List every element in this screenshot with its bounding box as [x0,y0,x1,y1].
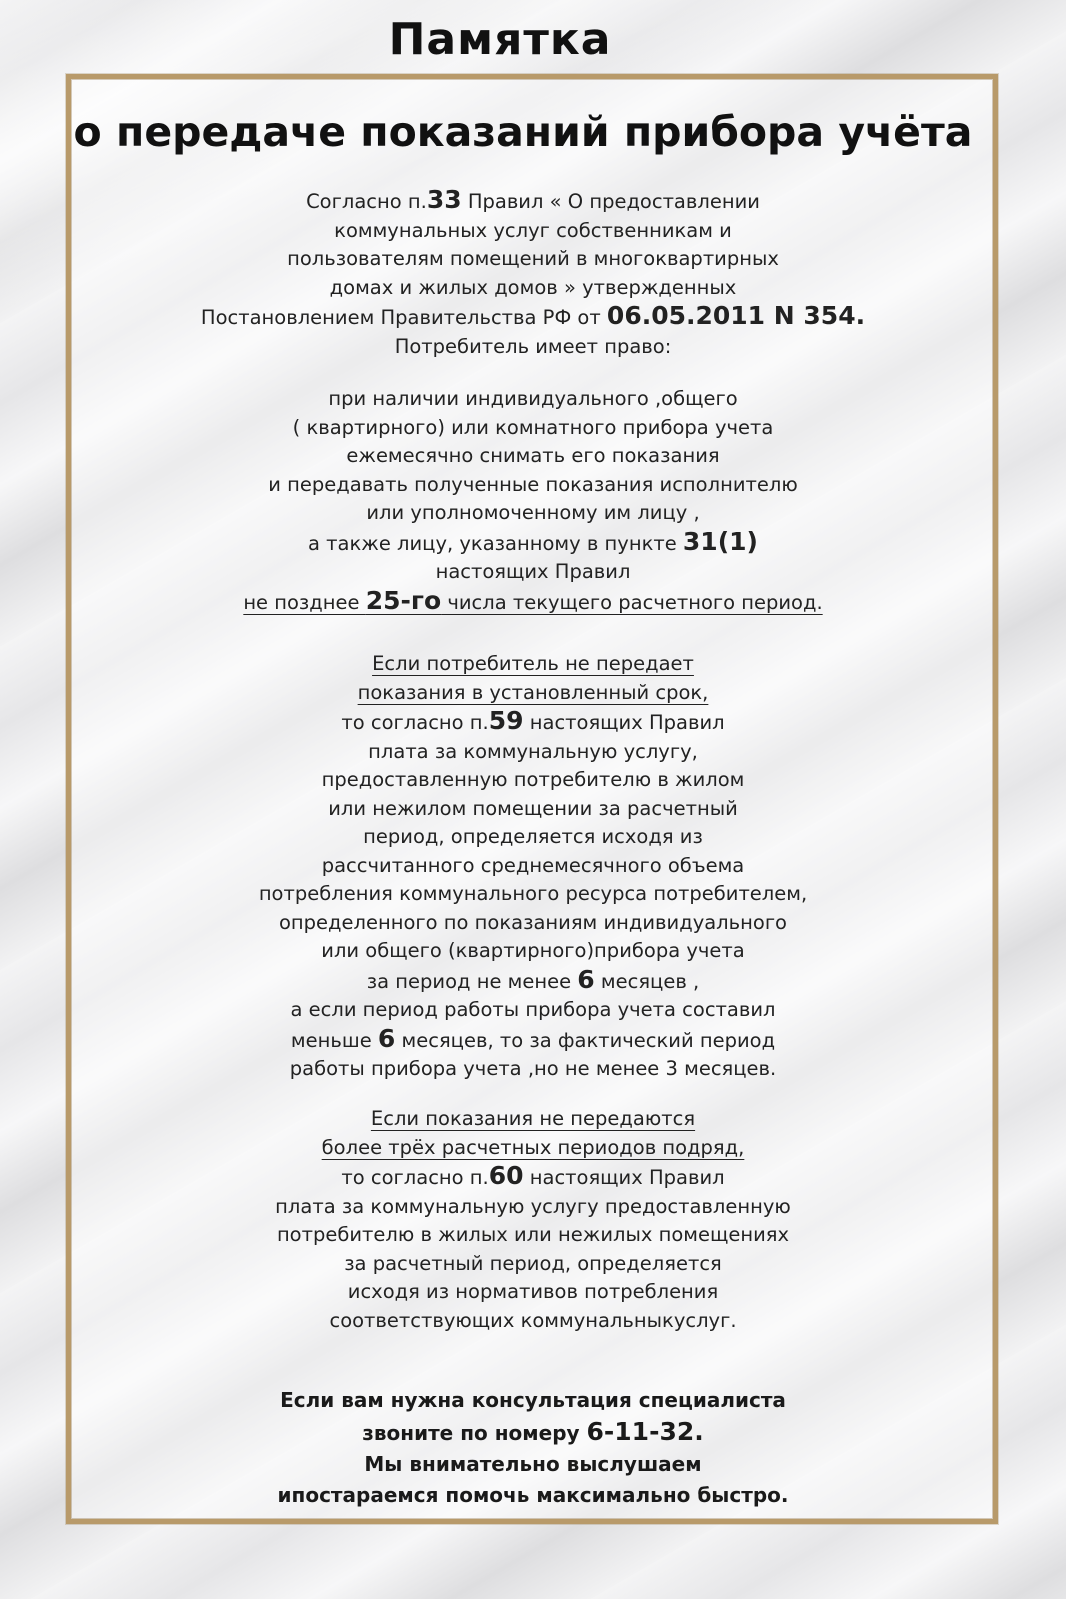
section-59-line: предоставленную потребителю в жилом [321,768,745,791]
section-59-line: то согласно п.59 настоящих Правил [341,706,725,735]
section-59-paragraph [110,650,956,1084]
section-59-heading-line: Если потребитель не передает [372,652,694,675]
section-60-heading-line: Если показания не передаются [370,1107,696,1130]
intro-line: Постановлением Правительства РФ от 06.05.2011 N 354. [200,301,866,330]
contact-line: Мы внимательно выслушаем [364,1452,702,1476]
section-60-line: плата за коммунальную услугу предоставленную [275,1194,791,1218]
section-59-line: или общего (квартирного)прибора учета [321,939,745,962]
rights-deadline-line: не позднее 25-го числа текущего расчетного период. [243,585,823,615]
section-60-line: то согласно п.60 настоящих Правил [341,1161,725,1190]
section-60-line: за расчетный период, определяется [344,1251,722,1275]
rights-paragraph [110,385,956,617]
intro-line: Согласно п.33 Правил « О предоставлении [306,185,760,214]
section-59-line: или нежилом помещении за расчетный [328,796,738,820]
intro-paragraph [110,186,956,361]
section-59-heading-line: показания в установленный срок, [357,680,709,704]
contact-line: Если вам нужна консультация специалиста [280,1388,786,1412]
rights-line: ежемесячно снимать его показания [346,444,720,467]
section-59-line: рассчитанного среднемесячного объема [321,853,745,877]
rights-line: а также лицу, указанному в пункте 31(1) [308,526,758,556]
section-59-line: плата за коммунальную услугу, [368,739,698,763]
section-59-line: а если период работы прибора учета составил [290,998,776,1021]
intro-line: Потребитель имеет право: [394,334,672,358]
section-59-line: меньше 6 месяцев, то за фактический период [290,1023,776,1053]
contact-paragraph [110,1385,956,1511]
intro-line: пользователям помещений в многоквартирных [287,247,779,270]
section-60-line: потребителю в жилых или нежилых помещениях [276,1223,790,1246]
section-60-line: исходя из нормативов потребления [347,1280,719,1303]
contact-line: ипостараемся помочь максимально быстро. [277,1483,789,1507]
section-59-line: период, определяется исходя из [363,825,703,848]
page-title: Памятка [388,14,612,65]
intro-line: коммунальных услуг собственникам и [334,218,732,242]
rights-line: настоящих Правил [435,560,631,583]
section-60-paragraph [110,1105,956,1335]
section-59-line: потребления коммунального ресурса потребителем, [258,882,808,905]
section-59-line: за период не менее 6 месяцев , [366,964,700,994]
section-60-line: соответствующих коммунальныкуслуг. [329,1308,737,1332]
phone-number: 6-11-32. [586,1417,704,1446]
section-59-line: работы прибора учета ,но не менее 3 месяцев. [289,1057,777,1080]
rights-line: и передавать полученные показания исполнителю [268,472,798,496]
rights-line: ( квартирного) или комнатного прибора учета [292,415,774,439]
intro-line: домах и жилых домов » утвержденных [329,275,737,299]
rights-line: при наличии индивидуального ,общего [328,387,738,410]
section-60-heading-line: более трёх расчетных периодов подряд, [321,1135,745,1159]
rights-line: или уполномоченному им лицу , [366,501,700,524]
section-59-line: определенного по показаниям индивидуального [279,910,787,934]
page-subtitle: о передаче показаний прибора учёта [73,108,973,156]
contact-phone-line: звоните по номеру 6-11-32. [362,1417,704,1446]
